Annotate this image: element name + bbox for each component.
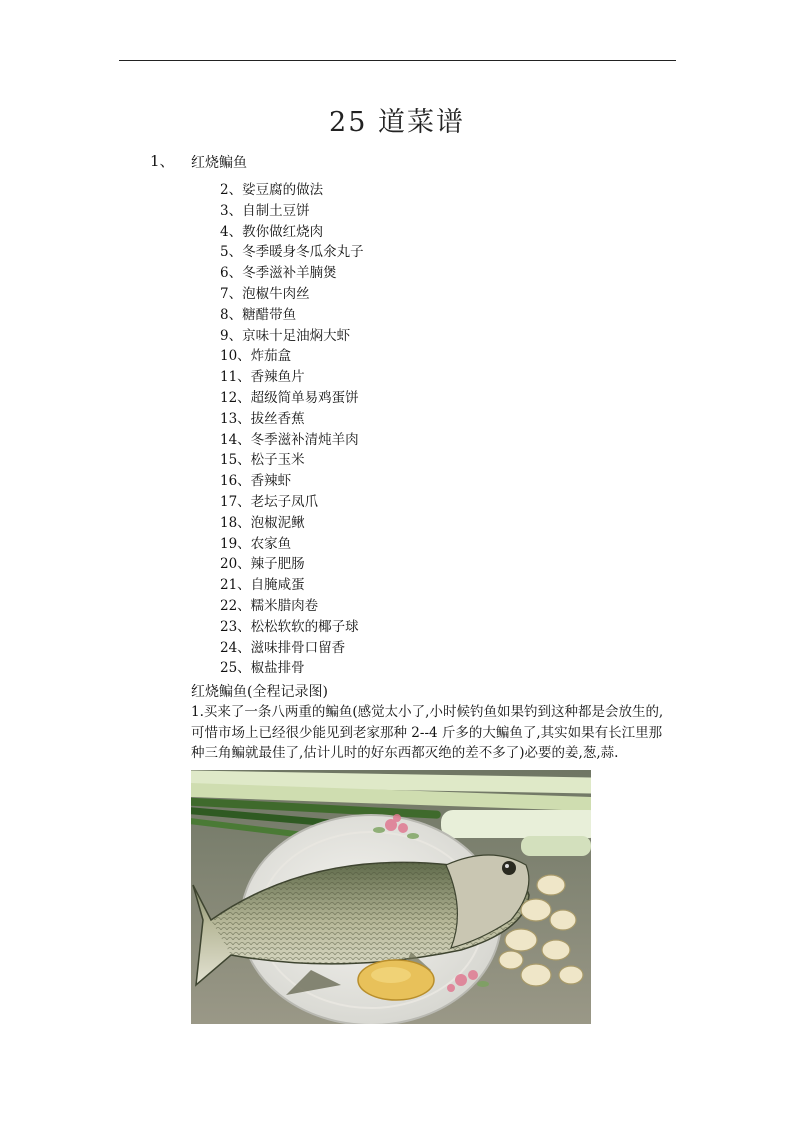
list-item: 3、自制土豆饼: [220, 202, 310, 219]
list-item: 4、教你做红烧肉: [220, 223, 324, 240]
list-item: 11、香辣鱼片: [220, 369, 305, 386]
paragraph-line: 1.买来了一条八两重的鳊鱼(感觉太小了,小时候钓鱼如果钓到这种都是会放生的,: [191, 704, 664, 720]
list-item: 16、香辣虾: [220, 473, 292, 490]
header-rule: [119, 60, 676, 61]
first-item-number: 1、: [150, 152, 175, 170]
list-item: 24、滋味排骨口留香: [220, 639, 346, 656]
list-item: 17、老坛子凤爪: [220, 493, 319, 510]
list-item: 23、松松软软的椰子球: [220, 618, 359, 635]
list-item: 22、糯米腊肉卷: [220, 597, 319, 614]
list-item: 8、糖醋带鱼: [220, 306, 297, 323]
list-item: 15、松子玉米: [220, 452, 305, 469]
list-item: 6、冬季滋补羊腩煲: [220, 265, 337, 282]
list-item: 7、泡椒牛肉丝: [220, 285, 310, 302]
list-item: 18、泡椒泥鳅: [220, 514, 305, 531]
paragraph-line: 种三角鳊就最佳了,估计儿时的好东西都灭绝的差不多了)必要的姜,葱,蒜.: [191, 745, 619, 761]
list-item: 13、拔丝香蕉: [220, 410, 305, 427]
list-item: 10、炸茄盒: [220, 348, 292, 365]
list-item: 20、辣子肥肠: [220, 556, 305, 573]
list-item: 12、超级简单易鸡蛋饼: [220, 389, 359, 406]
step-paragraph: [191, 702, 681, 764]
list-item: 19、农家鱼: [220, 535, 292, 552]
list-item: 25、椒盐排骨: [220, 660, 305, 677]
list-item: 2、娑豆腐的做法: [220, 182, 324, 198]
list-item: 9、京味十足油焖大虾: [220, 327, 351, 344]
recipe-list: [220, 180, 364, 679]
list-item: 21、自腌咸蛋: [220, 577, 305, 594]
paragraph-line: 可惜市场上已经很少能见到老家那种 2--4 斤多的大鳊鱼了,其实如果有长江里那: [191, 724, 663, 741]
first-item-label: 红烧鳊鱼: [191, 155, 247, 171]
list-item: 5、冬季暖身冬瓜氽丸子: [220, 244, 364, 261]
list-item: 14、冬季滋补清炖羊肉: [220, 431, 359, 448]
section-heading: 红烧鳊鱼(全程记录图): [191, 684, 328, 700]
fish-photo: [191, 770, 591, 1024]
page-title: 25 道菜谱: [329, 107, 465, 138]
